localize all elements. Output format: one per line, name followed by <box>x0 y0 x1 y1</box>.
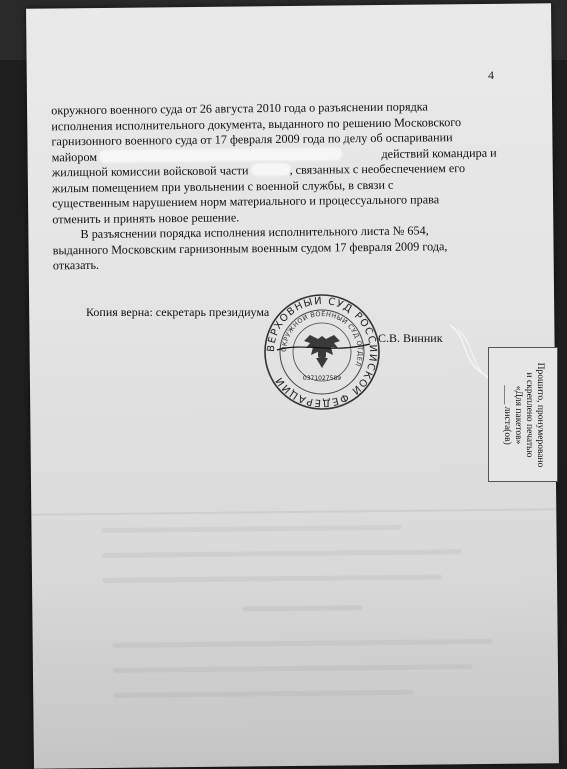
binding-certification-label <box>488 347 558 482</box>
connected-phrase: , связанных с необеспечением его <box>289 161 466 177</box>
commission-phrase: жилищной комиссии войсковой части <box>51 163 249 180</box>
bleed-through-text <box>113 690 413 698</box>
bleed-through-text <box>113 664 473 673</box>
document-body <box>51 99 498 274</box>
text-line: отказать. <box>52 257 100 273</box>
text-line: существенным нарушением норм материального и процессуального права <box>52 192 440 211</box>
bleed-through-text <box>242 605 362 611</box>
court-seal-stamp <box>262 292 382 412</box>
text-line: гарнизонного военного суда от 17 февраля 2009 года по делу об оспаривании <box>51 130 453 149</box>
page-fold <box>31 508 556 515</box>
page-number: 4 <box>488 68 494 82</box>
bleed-through-text <box>102 574 442 583</box>
bleed-through-text <box>113 639 493 648</box>
text-line: В разъяснении порядка исполнения исполнительного листа № 654, <box>80 223 429 242</box>
label-line: «Для пакетов» <box>513 385 523 444</box>
seal-center-code: 0371027589 <box>302 375 342 382</box>
redacted-unit-number <box>251 164 289 175</box>
action-phrase: действий командира и <box>381 145 497 161</box>
label-line: Прошито, пронумеровано <box>535 362 545 467</box>
text-line: выданного Московским гарнизонным военным судом 17 февраля 2009 года, <box>52 238 448 257</box>
seal-inner-text: ОКРУЖНОЙ ВОЕННЫЙ СУД ОТДЕЛ <box>279 309 365 368</box>
copy-certification-label: Копия верна: секретарь президиума <box>86 305 270 319</box>
label-line: и скреплено печатью <box>524 372 534 457</box>
text-line: окружного военного суда от 26 августа 2010 года о разъяснении порядка <box>51 99 428 118</box>
redacted-name <box>100 148 342 162</box>
text-line: отменить и принять новое решение. <box>52 209 240 226</box>
bleed-through-text <box>102 549 462 558</box>
bleed-through-text <box>101 525 401 533</box>
label-line: ____ листа(ов) <box>502 384 512 445</box>
text-line: жилым помещением при увольнении с военной службы, в связи с <box>51 177 394 195</box>
signer-name: С.В. Винник <box>378 331 443 345</box>
seal-outer-text: ВЕРХОВНЫЙ СУД РОССИЙСКОЙ ФЕДЕРАЦИИ <box>265 295 379 409</box>
text-line: исполнения исполнительного документа, выданного по решению Московского <box>51 114 462 133</box>
rank-word: майором <box>51 149 98 164</box>
